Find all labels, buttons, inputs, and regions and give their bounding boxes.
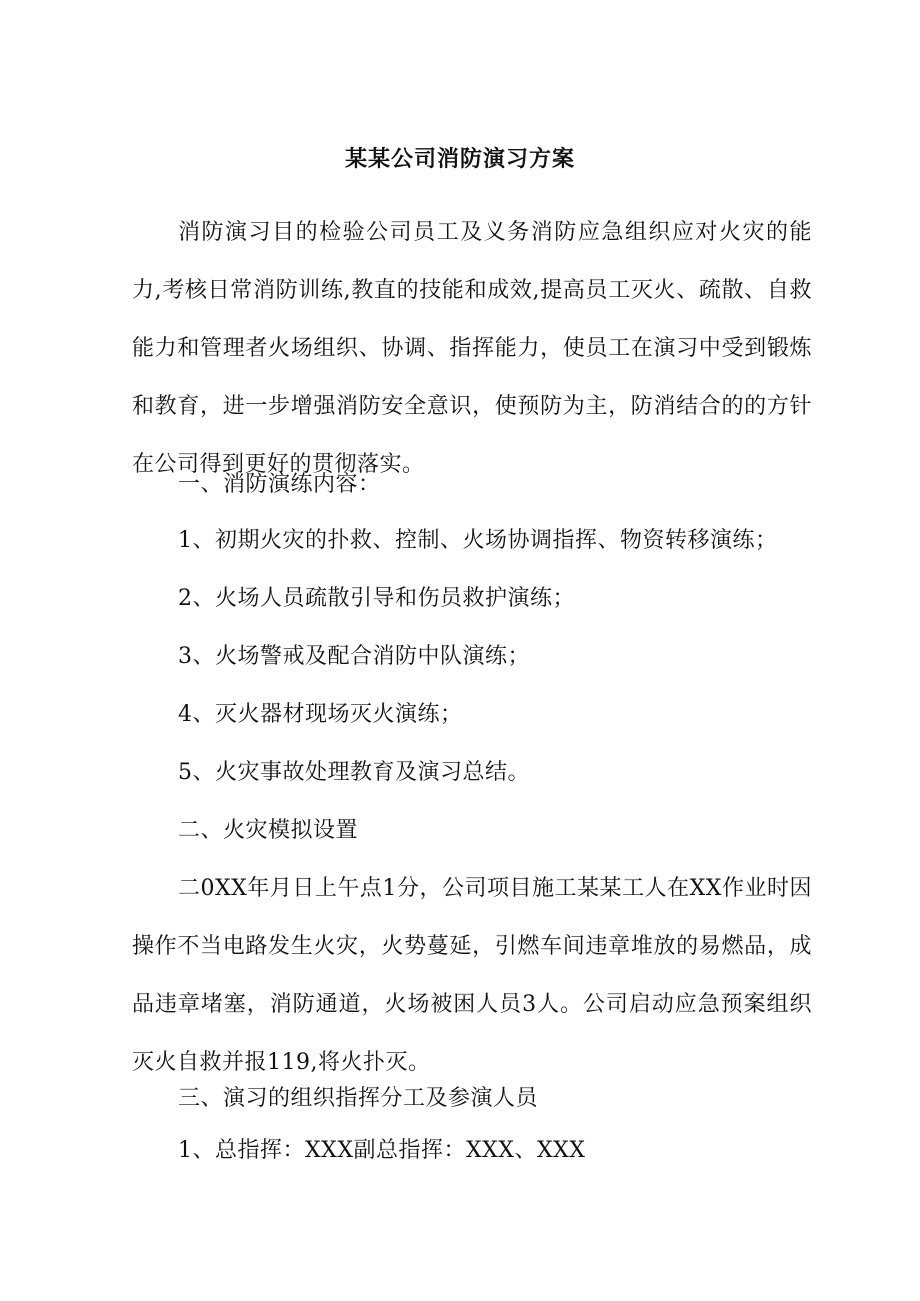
intro-paragraph: 消防演习目的检验公司员工及义务消防应急组织应对火灾的能力,考核日常消防训练,教直的技能和成效,提高员工灭火、疏散、自救能力和管理者火场组织、协调、指挥能力，使员工在演习中受到锻炼和教育，进一步增强消防安全意识，使预防为主，防消结合的的方针在公司得到更好的贯彻落实。 xyxy=(132,220,812,477)
section2-heading: 二、火灾模拟设置 xyxy=(178,818,359,843)
section3-heading: 三、演习的组织指挥分工及参演人员 xyxy=(178,1086,539,1111)
section1-item-4: 4、灭火器材现场灭火演练； xyxy=(178,702,463,727)
section1-item-5: 5、火灾事故处理教育及演习总结。 xyxy=(178,760,530,785)
page-title: 某某公司消防演习方案 xyxy=(344,147,575,172)
section1-item-3: 3、火场警戒及配合消防中队演练； xyxy=(178,644,530,669)
section1-item-1: 1、初期火灾的扑救、控制、火场协调指挥、物资转移演练； xyxy=(178,528,778,553)
section1-heading: 一、消防演练内容： xyxy=(178,472,381,497)
section1-item-2: 2、火场人员疏散引导和伤员救护演练； xyxy=(178,586,575,611)
section3-item-1: 1、总指挥：XXX副总指挥：XXX、XXX xyxy=(178,1138,586,1163)
section2-paragraph: 二0XX年月日上午点1分，公司项目施工某某工人在XX作业时因操作不当电路发生火灾，火势蔓延，引燃车间违章堆放的易燃品，成品违章堵塞，消防通道，火场被困人员3人。公司启动应急预案组织灭火自救并报119,将火扑灭。 xyxy=(132,876,812,1075)
